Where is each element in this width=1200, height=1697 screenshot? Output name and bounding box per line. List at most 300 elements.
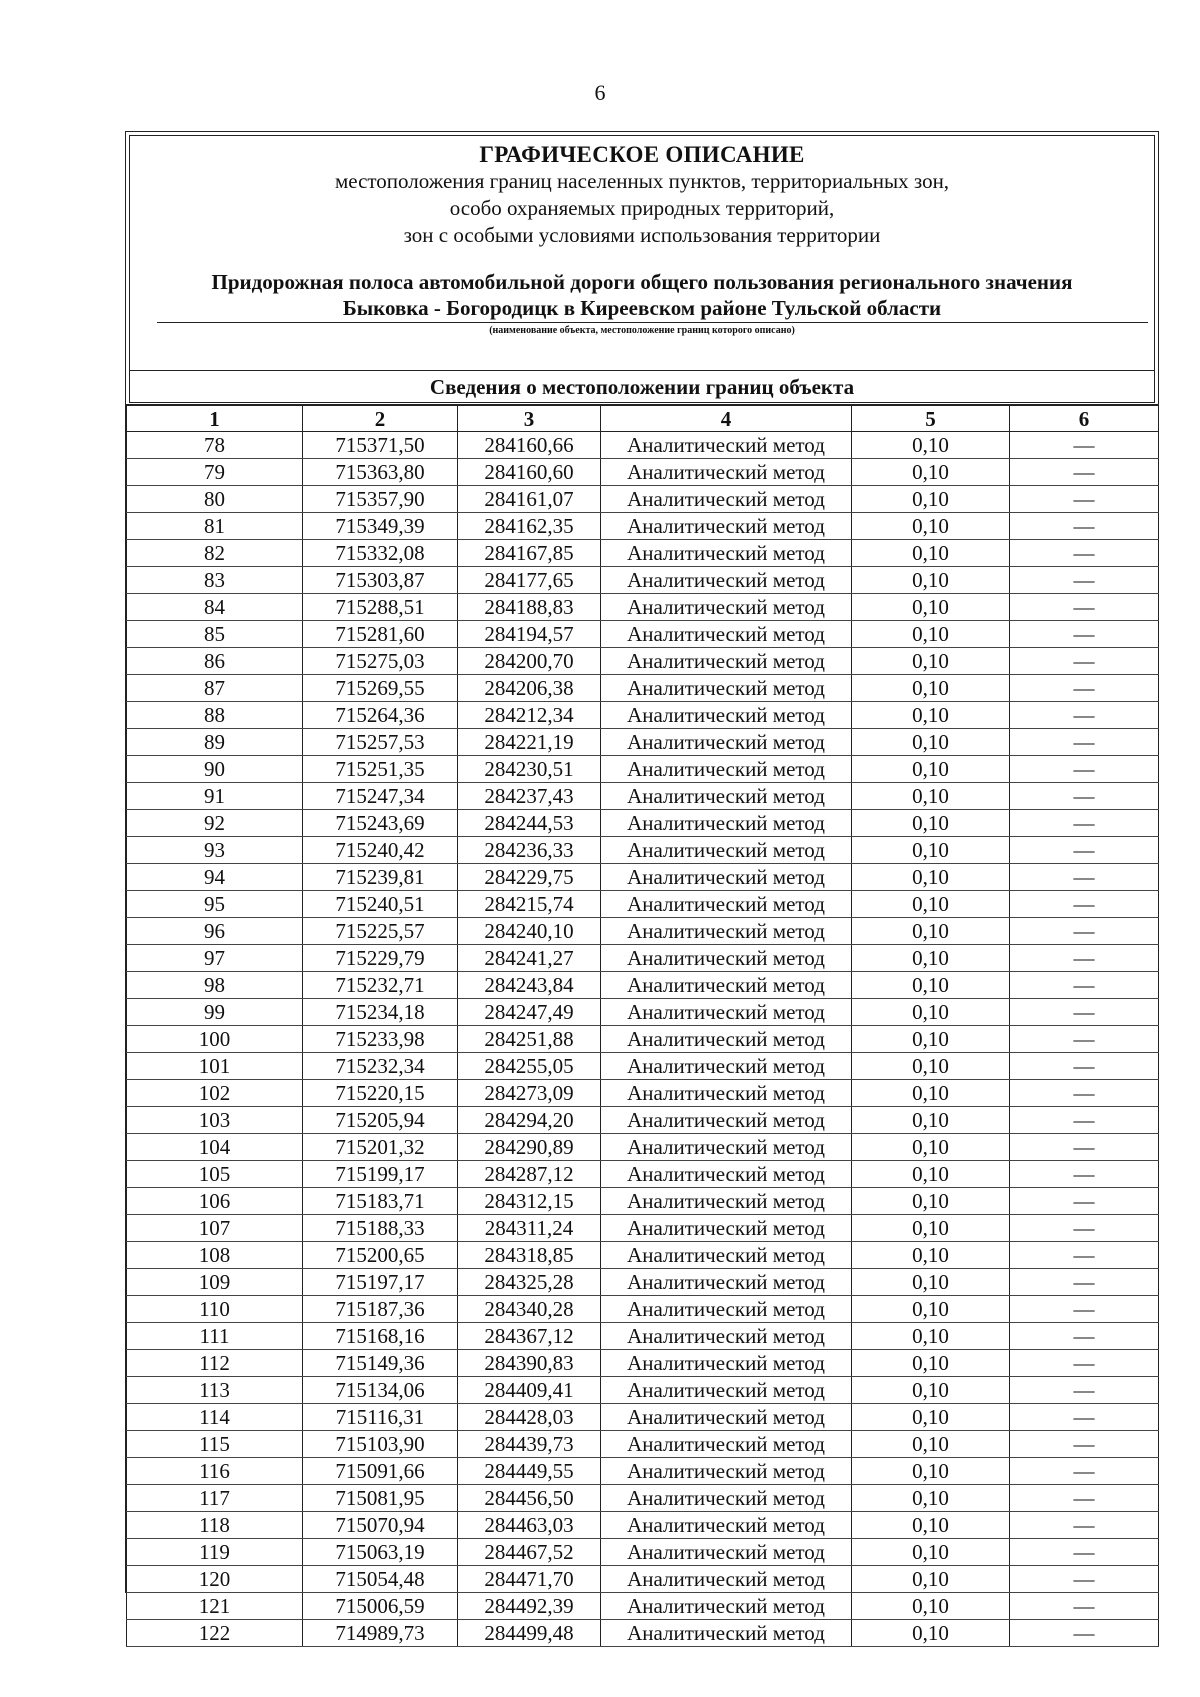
method-cell: Аналитический метод — [601, 1161, 852, 1188]
point-number-cell: 111 — [127, 1323, 303, 1350]
x-coordinate-cell: 715332,08 — [303, 540, 458, 567]
accuracy-cell: 0,10 — [852, 621, 1010, 648]
document-header — [129, 135, 1155, 371]
description-cell: — — [1010, 1242, 1159, 1269]
column-header: 2 — [303, 405, 458, 432]
point-number-cell: 79 — [127, 459, 303, 486]
x-coordinate-cell: 715183,71 — [303, 1188, 458, 1215]
table-row — [127, 1323, 1159, 1350]
method-cell: Аналитический метод — [601, 1458, 852, 1485]
method-cell: Аналитический метод — [601, 756, 852, 783]
table-row — [127, 1188, 1159, 1215]
x-coordinate-cell: 715187,36 — [303, 1296, 458, 1323]
description-cell: — — [1010, 918, 1159, 945]
x-coordinate-cell: 715229,79 — [303, 945, 458, 972]
x-coordinate-cell: 715257,53 — [303, 729, 458, 756]
document-title: ГРАФИЧЕСКОЕ ОПИСАНИЕ — [479, 142, 805, 167]
y-coordinate-cell: 284236,33 — [458, 837, 601, 864]
description-cell: — — [1010, 1431, 1159, 1458]
table-row — [127, 621, 1159, 648]
accuracy-cell: 0,10 — [852, 1296, 1010, 1323]
description-cell: — — [1010, 999, 1159, 1026]
method-cell: Аналитический метод — [601, 1215, 852, 1242]
x-coordinate-cell: 715239,81 — [303, 864, 458, 891]
method-cell: Аналитический метод — [601, 1188, 852, 1215]
x-coordinate-cell: 715288,51 — [303, 594, 458, 621]
accuracy-cell: 0,10 — [852, 1080, 1010, 1107]
point-number-cell: 101 — [127, 1053, 303, 1080]
method-cell: Аналитический метод — [601, 1566, 852, 1593]
point-number-cell: 105 — [127, 1161, 303, 1188]
x-coordinate-cell: 715149,36 — [303, 1350, 458, 1377]
table-row — [127, 1161, 1159, 1188]
table-row — [127, 1458, 1159, 1485]
y-coordinate-cell: 284160,66 — [458, 432, 601, 459]
method-cell: Аналитический метод — [601, 1539, 852, 1566]
point-number-cell: 82 — [127, 540, 303, 567]
method-cell: Аналитический метод — [601, 1242, 852, 1269]
table-row — [127, 432, 1159, 459]
accuracy-cell: 0,10 — [852, 1512, 1010, 1539]
y-coordinate-cell: 284463,03 — [458, 1512, 601, 1539]
point-number-cell: 104 — [127, 1134, 303, 1161]
method-cell: Аналитический метод — [601, 1026, 852, 1053]
point-number-cell: 81 — [127, 513, 303, 540]
x-coordinate-cell: 715054,48 — [303, 1566, 458, 1593]
description-cell: — — [1010, 1620, 1159, 1647]
description-cell: — — [1010, 567, 1159, 594]
method-cell: Аналитический метод — [601, 729, 852, 756]
y-coordinate-cell: 284456,50 — [458, 1485, 601, 1512]
table-row — [127, 1512, 1159, 1539]
point-number-cell: 113 — [127, 1377, 303, 1404]
description-cell: — — [1010, 972, 1159, 999]
x-coordinate-cell: 715357,90 — [303, 486, 458, 513]
method-cell: Аналитический метод — [601, 486, 852, 513]
description-cell: — — [1010, 1053, 1159, 1080]
point-number-cell: 102 — [127, 1080, 303, 1107]
description-cell: — — [1010, 864, 1159, 891]
method-cell: Аналитический метод — [601, 1134, 852, 1161]
accuracy-cell: 0,10 — [852, 1242, 1010, 1269]
x-coordinate-cell: 715205,94 — [303, 1107, 458, 1134]
y-coordinate-cell: 284290,89 — [458, 1134, 601, 1161]
description-cell: — — [1010, 621, 1159, 648]
table-row — [127, 1107, 1159, 1134]
column-header: 5 — [852, 405, 1010, 432]
method-cell: Аналитический метод — [601, 648, 852, 675]
accuracy-cell: 0,10 — [852, 1485, 1010, 1512]
point-number-cell: 107 — [127, 1215, 303, 1242]
point-number-cell: 90 — [127, 756, 303, 783]
description-cell: — — [1010, 1512, 1159, 1539]
table-row — [127, 594, 1159, 621]
coordinates-table — [126, 404, 1159, 1647]
x-coordinate-cell: 715220,15 — [303, 1080, 458, 1107]
description-cell: — — [1010, 1161, 1159, 1188]
x-coordinate-cell: 715006,59 — [303, 1593, 458, 1620]
column-header: 4 — [601, 405, 852, 432]
x-coordinate-cell: 715225,57 — [303, 918, 458, 945]
table-row — [127, 1620, 1159, 1647]
accuracy-cell: 0,10 — [852, 999, 1010, 1026]
point-number-cell: 106 — [127, 1188, 303, 1215]
point-number-cell: 92 — [127, 810, 303, 837]
accuracy-cell: 0,10 — [852, 1539, 1010, 1566]
accuracy-cell: 0,10 — [852, 1269, 1010, 1296]
object-name-line-2: Быковка - Богородицк в Киреевском районе Тульской области — [342, 296, 942, 320]
method-cell: Аналитический метод — [601, 594, 852, 621]
description-cell: — — [1010, 1080, 1159, 1107]
table-row — [127, 567, 1159, 594]
x-coordinate-cell: 715240,51 — [303, 891, 458, 918]
point-number-cell: 110 — [127, 1296, 303, 1323]
table-row — [127, 1296, 1159, 1323]
accuracy-cell: 0,10 — [852, 756, 1010, 783]
x-coordinate-cell: 715303,87 — [303, 567, 458, 594]
y-coordinate-cell: 284287,12 — [458, 1161, 601, 1188]
point-number-cell: 96 — [127, 918, 303, 945]
point-number-cell: 103 — [127, 1107, 303, 1134]
accuracy-cell: 0,10 — [852, 1161, 1010, 1188]
accuracy-cell: 0,10 — [852, 810, 1010, 837]
y-coordinate-cell: 284247,49 — [458, 999, 601, 1026]
table-row — [127, 513, 1159, 540]
x-coordinate-cell: 715234,18 — [303, 999, 458, 1026]
x-coordinate-cell: 715070,94 — [303, 1512, 458, 1539]
table-row — [127, 972, 1159, 999]
x-coordinate-cell: 715201,32 — [303, 1134, 458, 1161]
x-coordinate-cell: 715281,60 — [303, 621, 458, 648]
table-body — [127, 432, 1159, 1647]
y-coordinate-cell: 284237,43 — [458, 783, 601, 810]
method-cell: Аналитический метод — [601, 432, 852, 459]
y-coordinate-cell: 284194,57 — [458, 621, 601, 648]
y-coordinate-cell: 284492,39 — [458, 1593, 601, 1620]
table-row — [127, 1269, 1159, 1296]
column-header: 1 — [127, 405, 303, 432]
table-row — [127, 810, 1159, 837]
y-coordinate-cell: 284230,51 — [458, 756, 601, 783]
y-coordinate-cell: 284177,65 — [458, 567, 601, 594]
accuracy-cell: 0,10 — [852, 1188, 1010, 1215]
description-cell: — — [1010, 891, 1159, 918]
y-coordinate-cell: 284499,48 — [458, 1620, 601, 1647]
method-cell: Аналитический метод — [601, 972, 852, 999]
point-number-cell: 122 — [127, 1620, 303, 1647]
y-coordinate-cell: 284212,34 — [458, 702, 601, 729]
accuracy-cell: 0,10 — [852, 675, 1010, 702]
method-cell: Аналитический метод — [601, 513, 852, 540]
object-name-caption: (наименование объекта, местоположение границ которого описано) — [489, 325, 795, 336]
accuracy-cell: 0,10 — [852, 864, 1010, 891]
x-coordinate-cell: 715116,31 — [303, 1404, 458, 1431]
y-coordinate-cell: 284241,27 — [458, 945, 601, 972]
y-coordinate-cell: 284240,10 — [458, 918, 601, 945]
point-number-cell: 112 — [127, 1350, 303, 1377]
point-number-cell: 94 — [127, 864, 303, 891]
x-coordinate-cell: 715200,65 — [303, 1242, 458, 1269]
method-cell: Аналитический метод — [601, 1080, 852, 1107]
x-coordinate-cell: 715188,33 — [303, 1215, 458, 1242]
point-number-cell: 120 — [127, 1566, 303, 1593]
description-cell: — — [1010, 1269, 1159, 1296]
accuracy-cell: 0,10 — [852, 1458, 1010, 1485]
description-cell: — — [1010, 1566, 1159, 1593]
description-cell: — — [1010, 1458, 1159, 1485]
method-cell: Аналитический метод — [601, 459, 852, 486]
y-coordinate-cell: 284160,60 — [458, 459, 601, 486]
method-cell: Аналитический метод — [601, 1593, 852, 1620]
x-coordinate-cell: 715063,19 — [303, 1539, 458, 1566]
x-coordinate-cell: 715091,66 — [303, 1458, 458, 1485]
y-coordinate-cell: 284188,83 — [458, 594, 601, 621]
description-cell: — — [1010, 837, 1159, 864]
accuracy-cell: 0,10 — [852, 837, 1010, 864]
description-cell: — — [1010, 1350, 1159, 1377]
point-number-cell: 91 — [127, 783, 303, 810]
point-number-cell: 86 — [127, 648, 303, 675]
table-row — [127, 783, 1159, 810]
y-coordinate-cell: 284471,70 — [458, 1566, 601, 1593]
description-cell: — — [1010, 432, 1159, 459]
table-row — [127, 486, 1159, 513]
method-cell: Аналитический метод — [601, 702, 852, 729]
table-row — [127, 945, 1159, 972]
point-number-cell: 88 — [127, 702, 303, 729]
y-coordinate-cell: 284428,03 — [458, 1404, 601, 1431]
table-row — [127, 891, 1159, 918]
table-row — [127, 1593, 1159, 1620]
table-row — [127, 1026, 1159, 1053]
description-cell: — — [1010, 810, 1159, 837]
x-coordinate-cell: 715233,98 — [303, 1026, 458, 1053]
object-name — [130, 269, 1154, 321]
table-row — [127, 918, 1159, 945]
point-number-cell: 97 — [127, 945, 303, 972]
y-coordinate-cell: 284255,05 — [458, 1053, 601, 1080]
y-coordinate-cell: 284390,83 — [458, 1350, 601, 1377]
table-row — [127, 756, 1159, 783]
y-coordinate-cell: 284243,84 — [458, 972, 601, 999]
point-number-cell: 109 — [127, 1269, 303, 1296]
description-cell: — — [1010, 783, 1159, 810]
accuracy-cell: 0,10 — [852, 567, 1010, 594]
table-row — [127, 837, 1159, 864]
method-cell: Аналитический метод — [601, 1404, 852, 1431]
object-name-underline — [157, 322, 1148, 323]
accuracy-cell: 0,10 — [852, 432, 1010, 459]
x-coordinate-cell: 715232,71 — [303, 972, 458, 999]
description-cell: — — [1010, 1296, 1159, 1323]
accuracy-cell: 0,10 — [852, 1620, 1010, 1647]
accuracy-cell: 0,10 — [852, 1431, 1010, 1458]
y-coordinate-cell: 284311,24 — [458, 1215, 601, 1242]
table-header-row — [127, 405, 1159, 432]
point-number-cell: 89 — [127, 729, 303, 756]
y-coordinate-cell: 284294,20 — [458, 1107, 601, 1134]
description-cell: — — [1010, 513, 1159, 540]
accuracy-cell: 0,10 — [852, 486, 1010, 513]
description-cell: — — [1010, 1215, 1159, 1242]
point-number-cell: 93 — [127, 837, 303, 864]
point-number-cell: 99 — [127, 999, 303, 1026]
point-number-cell: 115 — [127, 1431, 303, 1458]
method-cell: Аналитический метод — [601, 1350, 852, 1377]
description-cell: — — [1010, 594, 1159, 621]
y-coordinate-cell: 284367,12 — [458, 1323, 601, 1350]
method-cell: Аналитический метод — [601, 1269, 852, 1296]
table-row — [127, 702, 1159, 729]
point-number-cell: 118 — [127, 1512, 303, 1539]
accuracy-cell: 0,10 — [852, 459, 1010, 486]
x-coordinate-cell: 715371,50 — [303, 432, 458, 459]
document-frame — [125, 131, 1159, 1645]
point-number-cell: 83 — [127, 567, 303, 594]
point-number-cell: 84 — [127, 594, 303, 621]
y-coordinate-cell: 284325,28 — [458, 1269, 601, 1296]
x-coordinate-cell: 715363,80 — [303, 459, 458, 486]
table-row — [127, 1350, 1159, 1377]
table-row — [127, 1377, 1159, 1404]
table-row — [127, 675, 1159, 702]
y-coordinate-cell: 284206,38 — [458, 675, 601, 702]
accuracy-cell: 0,10 — [852, 783, 1010, 810]
description-cell: — — [1010, 1188, 1159, 1215]
accuracy-cell: 0,10 — [852, 1404, 1010, 1431]
y-coordinate-cell: 284221,19 — [458, 729, 601, 756]
method-cell: Аналитический метод — [601, 675, 852, 702]
description-cell: — — [1010, 486, 1159, 513]
description-cell: — — [1010, 945, 1159, 972]
y-coordinate-cell: 284467,52 — [458, 1539, 601, 1566]
y-coordinate-cell: 284161,07 — [458, 486, 601, 513]
description-cell: — — [1010, 1323, 1159, 1350]
page-number: 6 — [594, 80, 606, 105]
method-cell: Аналитический метод — [601, 1512, 852, 1539]
x-coordinate-cell: 715168,16 — [303, 1323, 458, 1350]
accuracy-cell: 0,10 — [852, 1377, 1010, 1404]
x-coordinate-cell: 715275,03 — [303, 648, 458, 675]
table-row — [127, 1080, 1159, 1107]
description-cell: — — [1010, 729, 1159, 756]
x-coordinate-cell: 715251,35 — [303, 756, 458, 783]
table-row — [127, 999, 1159, 1026]
accuracy-cell: 0,10 — [852, 918, 1010, 945]
accuracy-cell: 0,10 — [852, 1134, 1010, 1161]
section-title: Сведения о местоположении границ объекта — [129, 371, 1155, 403]
x-coordinate-cell: 715264,36 — [303, 702, 458, 729]
table-row — [127, 1566, 1159, 1593]
document-subtitle-line-2: особо охраняемых природных территорий, — [449, 196, 835, 220]
accuracy-cell: 0,10 — [852, 1107, 1010, 1134]
point-number-cell: 100 — [127, 1026, 303, 1053]
point-number-cell: 80 — [127, 486, 303, 513]
table-row — [127, 540, 1159, 567]
accuracy-cell: 0,10 — [852, 1566, 1010, 1593]
method-cell: Аналитический метод — [601, 567, 852, 594]
accuracy-cell: 0,10 — [852, 1053, 1010, 1080]
description-cell: — — [1010, 1539, 1159, 1566]
y-coordinate-cell: 284200,70 — [458, 648, 601, 675]
x-coordinate-cell: 715199,17 — [303, 1161, 458, 1188]
y-coordinate-cell: 284229,75 — [458, 864, 601, 891]
description-cell: — — [1010, 1485, 1159, 1512]
accuracy-cell: 0,10 — [852, 1350, 1010, 1377]
point-number-cell: 116 — [127, 1458, 303, 1485]
point-number-cell: 87 — [127, 675, 303, 702]
description-cell: — — [1010, 459, 1159, 486]
method-cell: Аналитический метод — [601, 891, 852, 918]
method-cell: Аналитический метод — [601, 918, 852, 945]
description-cell: — — [1010, 1593, 1159, 1620]
table-row — [127, 1215, 1159, 1242]
x-coordinate-cell: 714989,73 — [303, 1620, 458, 1647]
method-cell: Аналитический метод — [601, 1485, 852, 1512]
point-number-cell: 98 — [127, 972, 303, 999]
accuracy-cell: 0,10 — [852, 891, 1010, 918]
x-coordinate-cell: 715081,95 — [303, 1485, 458, 1512]
point-number-cell: 117 — [127, 1485, 303, 1512]
document-subtitle-line-1: местоположения границ населенных пунктов, территориальных зон, — [334, 169, 950, 193]
point-number-cell: 85 — [127, 621, 303, 648]
table-row — [127, 1053, 1159, 1080]
description-cell: — — [1010, 756, 1159, 783]
accuracy-cell: 0,10 — [852, 1215, 1010, 1242]
description-cell: — — [1010, 1026, 1159, 1053]
method-cell: Аналитический метод — [601, 864, 852, 891]
y-coordinate-cell: 284409,41 — [458, 1377, 601, 1404]
method-cell: Аналитический метод — [601, 783, 852, 810]
method-cell: Аналитический метод — [601, 1377, 852, 1404]
method-cell: Аналитический метод — [601, 999, 852, 1026]
x-coordinate-cell: 715134,06 — [303, 1377, 458, 1404]
x-coordinate-cell: 715103,90 — [303, 1431, 458, 1458]
column-header: 3 — [458, 405, 601, 432]
point-number-cell: 78 — [127, 432, 303, 459]
accuracy-cell: 0,10 — [852, 702, 1010, 729]
y-coordinate-cell: 284439,73 — [458, 1431, 601, 1458]
y-coordinate-cell: 284273,09 — [458, 1080, 601, 1107]
accuracy-cell: 0,10 — [852, 594, 1010, 621]
x-coordinate-cell: 715240,42 — [303, 837, 458, 864]
x-coordinate-cell: 715349,39 — [303, 513, 458, 540]
description-cell: — — [1010, 1377, 1159, 1404]
description-cell: — — [1010, 648, 1159, 675]
point-number-cell: 95 — [127, 891, 303, 918]
description-cell: — — [1010, 1134, 1159, 1161]
method-cell: Аналитический метод — [601, 810, 852, 837]
y-coordinate-cell: 284167,85 — [458, 540, 601, 567]
y-coordinate-cell: 284312,15 — [458, 1188, 601, 1215]
method-cell: Аналитический метод — [601, 945, 852, 972]
object-name-line-1: Придорожная полоса автомобильной дороги общего пользования регионального значения — [211, 270, 1073, 294]
accuracy-cell: 0,10 — [852, 540, 1010, 567]
table-row — [127, 1539, 1159, 1566]
x-coordinate-cell: 715232,34 — [303, 1053, 458, 1080]
accuracy-cell: 0,10 — [852, 972, 1010, 999]
y-coordinate-cell: 284318,85 — [458, 1242, 601, 1269]
table-row — [127, 1485, 1159, 1512]
y-coordinate-cell: 284215,74 — [458, 891, 601, 918]
accuracy-cell: 0,10 — [852, 1026, 1010, 1053]
method-cell: Аналитический метод — [601, 1107, 852, 1134]
document-subtitle-line-3: зон с особыми условиями использования территории — [403, 223, 881, 247]
accuracy-cell: 0,10 — [852, 1323, 1010, 1350]
method-cell: Аналитический метод — [601, 621, 852, 648]
point-number-cell: 114 — [127, 1404, 303, 1431]
accuracy-cell: 0,10 — [852, 945, 1010, 972]
